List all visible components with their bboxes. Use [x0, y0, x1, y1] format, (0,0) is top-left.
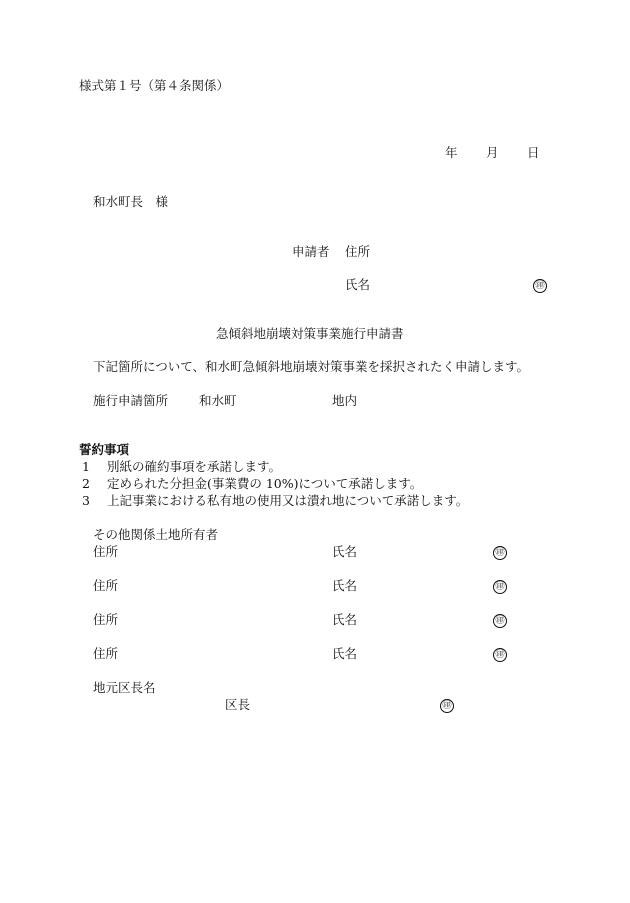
landowner-seal-icon: ㊞: [493, 648, 507, 662]
landowner-name-label: 氏名: [332, 646, 358, 661]
location-suffix: 地内: [332, 393, 358, 408]
pledge-item-text: 定められた分担金(事業費の 10%)について承諾します。: [107, 476, 423, 491]
landowner-address-label: 住所: [93, 612, 119, 627]
pledge-item-num: 2: [82, 476, 90, 491]
landowner-name-label: 氏名: [332, 612, 358, 627]
pledge-item-num: 1: [82, 459, 90, 474]
date-month-label: 月: [486, 145, 499, 160]
applicant-label: 申請者: [292, 244, 330, 259]
date-day-label: 日: [527, 145, 540, 160]
document-title: 急傾斜地崩壊対策事業施行申請書: [216, 326, 404, 341]
body-text: 下記箇所について、和水町急傾斜地崩壊対策事業を採択されたく申請します。: [93, 359, 530, 374]
district-head-heading: 地元区長名: [93, 680, 156, 695]
landowner-address-label: 住所: [93, 544, 119, 559]
landowner-seal-icon: ㊞: [493, 580, 507, 594]
pledge-item-num: 3: [82, 493, 90, 508]
landowners-heading: その他関係土地所有者: [93, 527, 219, 542]
location-label: 施行申請箇所: [93, 393, 169, 408]
addressee: 和水町長 様: [93, 194, 169, 209]
pledge-item-text: 上記事業における私有地の使用又は潰れ地について承諾します。: [107, 493, 469, 508]
form-number: 様式第１号（第４条関係）: [79, 78, 230, 93]
landowner-name-label: 氏名: [332, 578, 358, 593]
landowner-address-label: 住所: [93, 646, 119, 661]
applicant-address-label: 住所: [345, 244, 371, 259]
applicant-name-label: 氏名: [345, 277, 371, 292]
district-head-label: 区長: [225, 697, 251, 712]
pledge-item-text: 別紙の確約事項を承諾します。: [107, 459, 282, 474]
applicant-seal-icon: ㊞: [533, 279, 547, 293]
landowner-seal-icon: ㊞: [493, 546, 507, 560]
landowner-address-label: 住所: [93, 578, 119, 593]
district-head-seal-icon: ㊞: [440, 699, 454, 713]
location-town: 和水町: [199, 393, 237, 408]
pledge-heading: 誓約事項: [79, 442, 130, 457]
landowner-name-label: 氏名: [332, 544, 358, 559]
landowner-seal-icon: ㊞: [493, 614, 507, 628]
date-year-label: 年: [445, 145, 458, 160]
